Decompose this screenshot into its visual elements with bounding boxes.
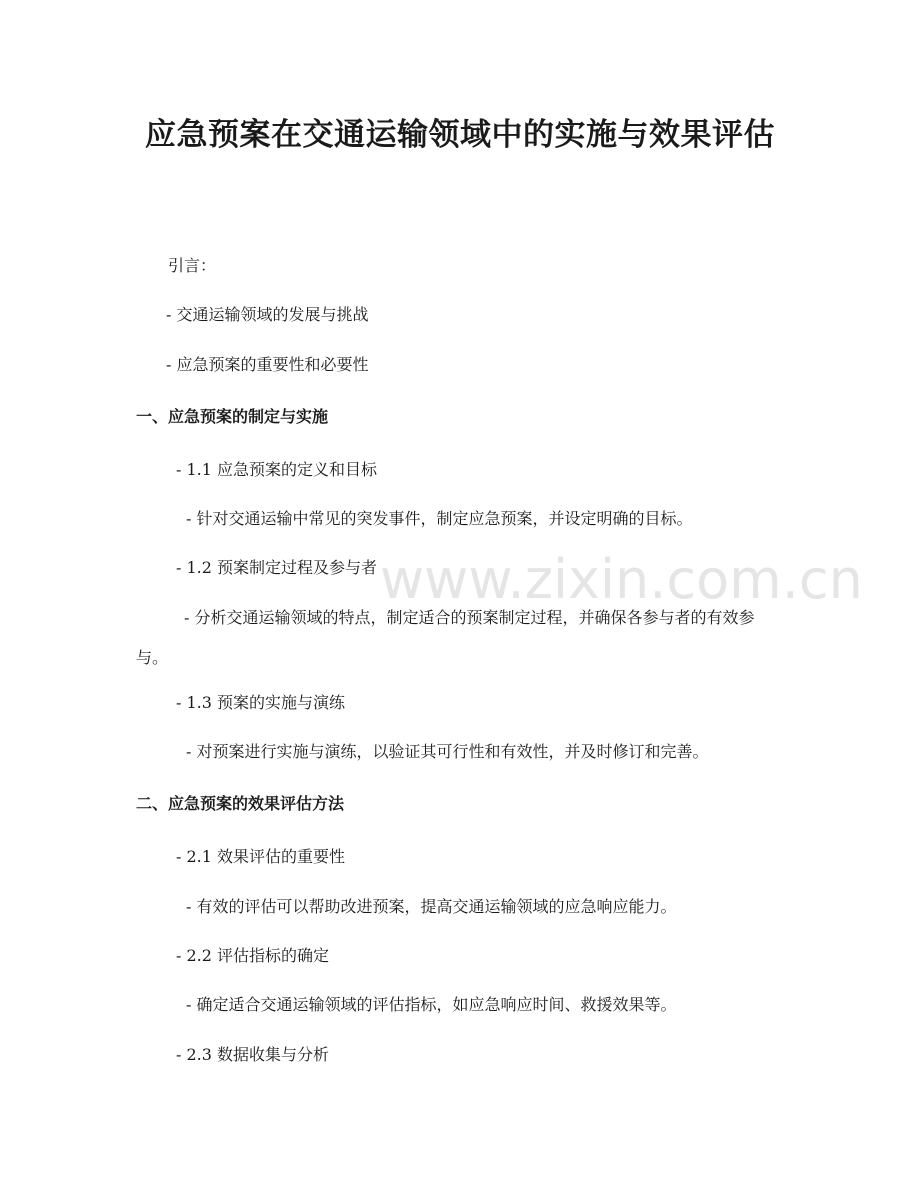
section-2-heading: 二、应急预案的效果评估方法	[136, 794, 345, 813]
intro-label: 引言：	[168, 256, 217, 275]
document-title: 应急预案在交通运输领域中的实施与效果评估	[145, 117, 775, 153]
intro-item-2: - 应急预案的重要性和必要性	[166, 355, 369, 374]
watermark: www.zixin.com.cn	[380, 548, 863, 611]
section-1-2-title: - 1.2 预案制定过程及参与者	[176, 558, 378, 577]
intro-item-1: - 交通运输领域的发展与挑战	[166, 305, 369, 324]
section-2-1-title: - 2.1 效果评估的重要性	[176, 847, 346, 866]
section-2-2-text: - 确定适合交通运输领域的评估指标，如应急响应时间、救援效果等。	[186, 995, 677, 1014]
section-1-heading: 一、应急预案的制定与实施	[136, 407, 329, 426]
section-2-3-title: - 2.3 数据收集与分析	[176, 1045, 330, 1064]
section-1-3-text: - 对预案进行实施与演练，以验证其可行性和有效性，并及时修订和完善。	[186, 742, 709, 761]
section-1-1-text: - 针对交通运输中常见的突发事件，制定应急预案，并设定明确的目标。	[186, 509, 693, 528]
section-1-3-title: - 1.3 预案的实施与演练	[176, 693, 346, 712]
section-1-1-title: - 1.1 应急预案的定义和目标	[176, 460, 378, 479]
section-2-1-text: - 有效的评估可以帮助改进预案，提高交通运输领域的应急响应能力。	[186, 897, 677, 916]
section-1-2-text: - 分析交通运输领域的特点，制定适合的预案制定过程，并确保各参与者的有效参与。	[136, 608, 755, 667]
section-2-2-title: - 2.2 评估指标的确定	[176, 946, 330, 965]
